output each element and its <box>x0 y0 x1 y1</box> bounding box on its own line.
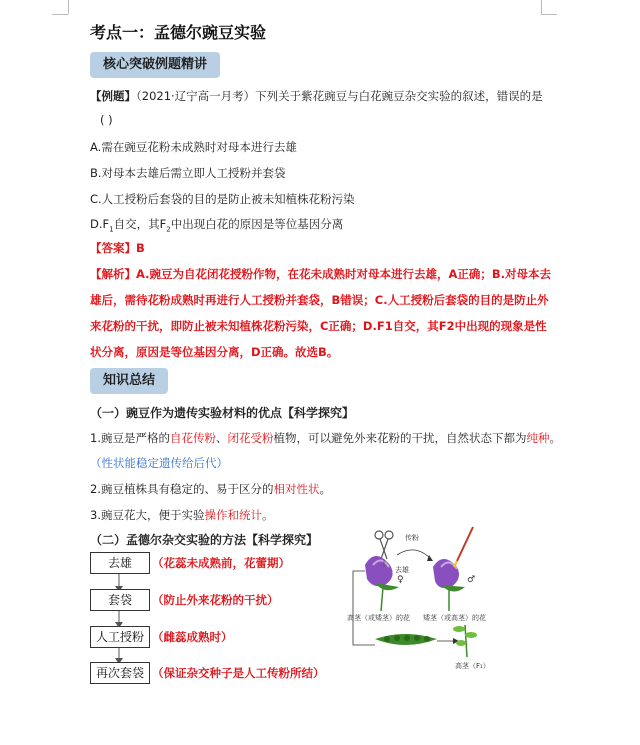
option-c: C.人工授粉后套袋的目的是防止被未知植株花粉污染 <box>90 192 355 206</box>
step-rebagging: 再次套袋 <box>90 662 150 684</box>
question-prefix: 【例题】 <box>90 89 136 103</box>
step-pollination: 人工授粉 <box>90 626 150 648</box>
option-a: A.需在豌豆花粉未成熟时对母本进行去雄 <box>90 140 297 154</box>
left-flower-icon <box>365 556 399 611</box>
right-flower-icon <box>433 559 465 611</box>
point-1-note: （性状能稳定遗传给后代） <box>90 456 228 470</box>
question-line <box>90 88 543 104</box>
analysis-line-2: 雄后，需待花粉成熟时再进行人工授粉并套袋，B错误；C.人工授粉后套袋的目的是防止外 <box>90 293 549 307</box>
step-emasculate-note: （花蕊未成熟前，花蕾期） <box>152 556 290 570</box>
label-pollinate: 传粉 <box>405 534 419 542</box>
symbol-male: ♂ <box>467 575 476 585</box>
scissors-icon <box>375 531 393 559</box>
question-text: 下列关于紫花豌豆与白花豌豆杂交实验的叙述，错误的是 <box>255 89 543 103</box>
figure-drawing <box>345 525 520 675</box>
step-emasculate: 去雄 <box>90 552 150 574</box>
pea-pod-icon <box>375 634 437 645</box>
corner-mark-right <box>541 0 542 14</box>
label-right-flower: 矮茎（或高茎）的花 <box>423 614 486 622</box>
corner-mark-right-h <box>541 14 557 15</box>
point-2: 2.豌豆植株具有稳定的、易于区分的相对性状。 <box>90 482 331 496</box>
step-rebagging-note: （保证杂交种子是人工传粉所结） <box>152 666 325 680</box>
analysis-line-1: 【解析】A.豌豆为自花闭花授粉作物，在花未成熟时对母本进行去雄，A正确；B.对母本去 <box>90 267 552 281</box>
symbol-female: ♀ <box>397 575 404 585</box>
subsection-title-advantages: （一）豌豆作为遗传实验材料的优点【科学探究】 <box>90 406 355 420</box>
answer-text: 【答案】B <box>90 241 145 255</box>
analysis-line-4: 状分离，原因是等位基因分离，D正确。故选B。 <box>90 345 339 359</box>
page-title: 考点一：孟德尔豌豆实验 <box>90 23 267 42</box>
question-source: （2021·辽宁高一月考） <box>136 89 256 103</box>
point-1: 1.豌豆是严格的自花传粉、闭花受粉植物，可以避免外来花粉的干扰，自然状态下都为纯种。 <box>90 431 561 445</box>
corner-mark-left-h <box>52 14 68 15</box>
step-bagging-note: （防止外来花粉的干扰） <box>152 593 279 607</box>
brush-icon <box>454 527 473 567</box>
step-pollination-note: （雌蕊成熟时） <box>152 630 233 644</box>
label-offspring: 高茎（F₁） <box>455 662 490 670</box>
subsection-title-method: （二）孟德尔杂交实验的方法【科学探究】 <box>90 533 319 547</box>
corner-mark-left <box>68 0 69 14</box>
point-3: 3.豌豆花大，便于实验操作和统计。 <box>90 508 274 522</box>
label-left-flower: 高茎（或矮茎）的花 <box>347 614 410 622</box>
section-tag-summary: 知识总结 <box>90 368 168 394</box>
section-tag-core: 核心突破例题精讲 <box>90 52 220 78</box>
label-emasculate: 去雄 <box>395 566 409 574</box>
option-d: $D.F_1$自交，其$F_2$中出现白花的原因是等位基因分离 <box>90 217 344 234</box>
question-blank: ( ) <box>100 113 113 127</box>
option-b: B.对母本去雄后需立即人工授粉并套袋 <box>90 166 286 180</box>
analysis-line-3: 来花粉的干扰，即防止被未知植株花粉污染，C正确；D.F1自交，其F2中出现的现象是性 <box>90 319 547 333</box>
step-bagging: 套袋 <box>90 589 150 611</box>
hybridization-figure <box>345 525 520 675</box>
